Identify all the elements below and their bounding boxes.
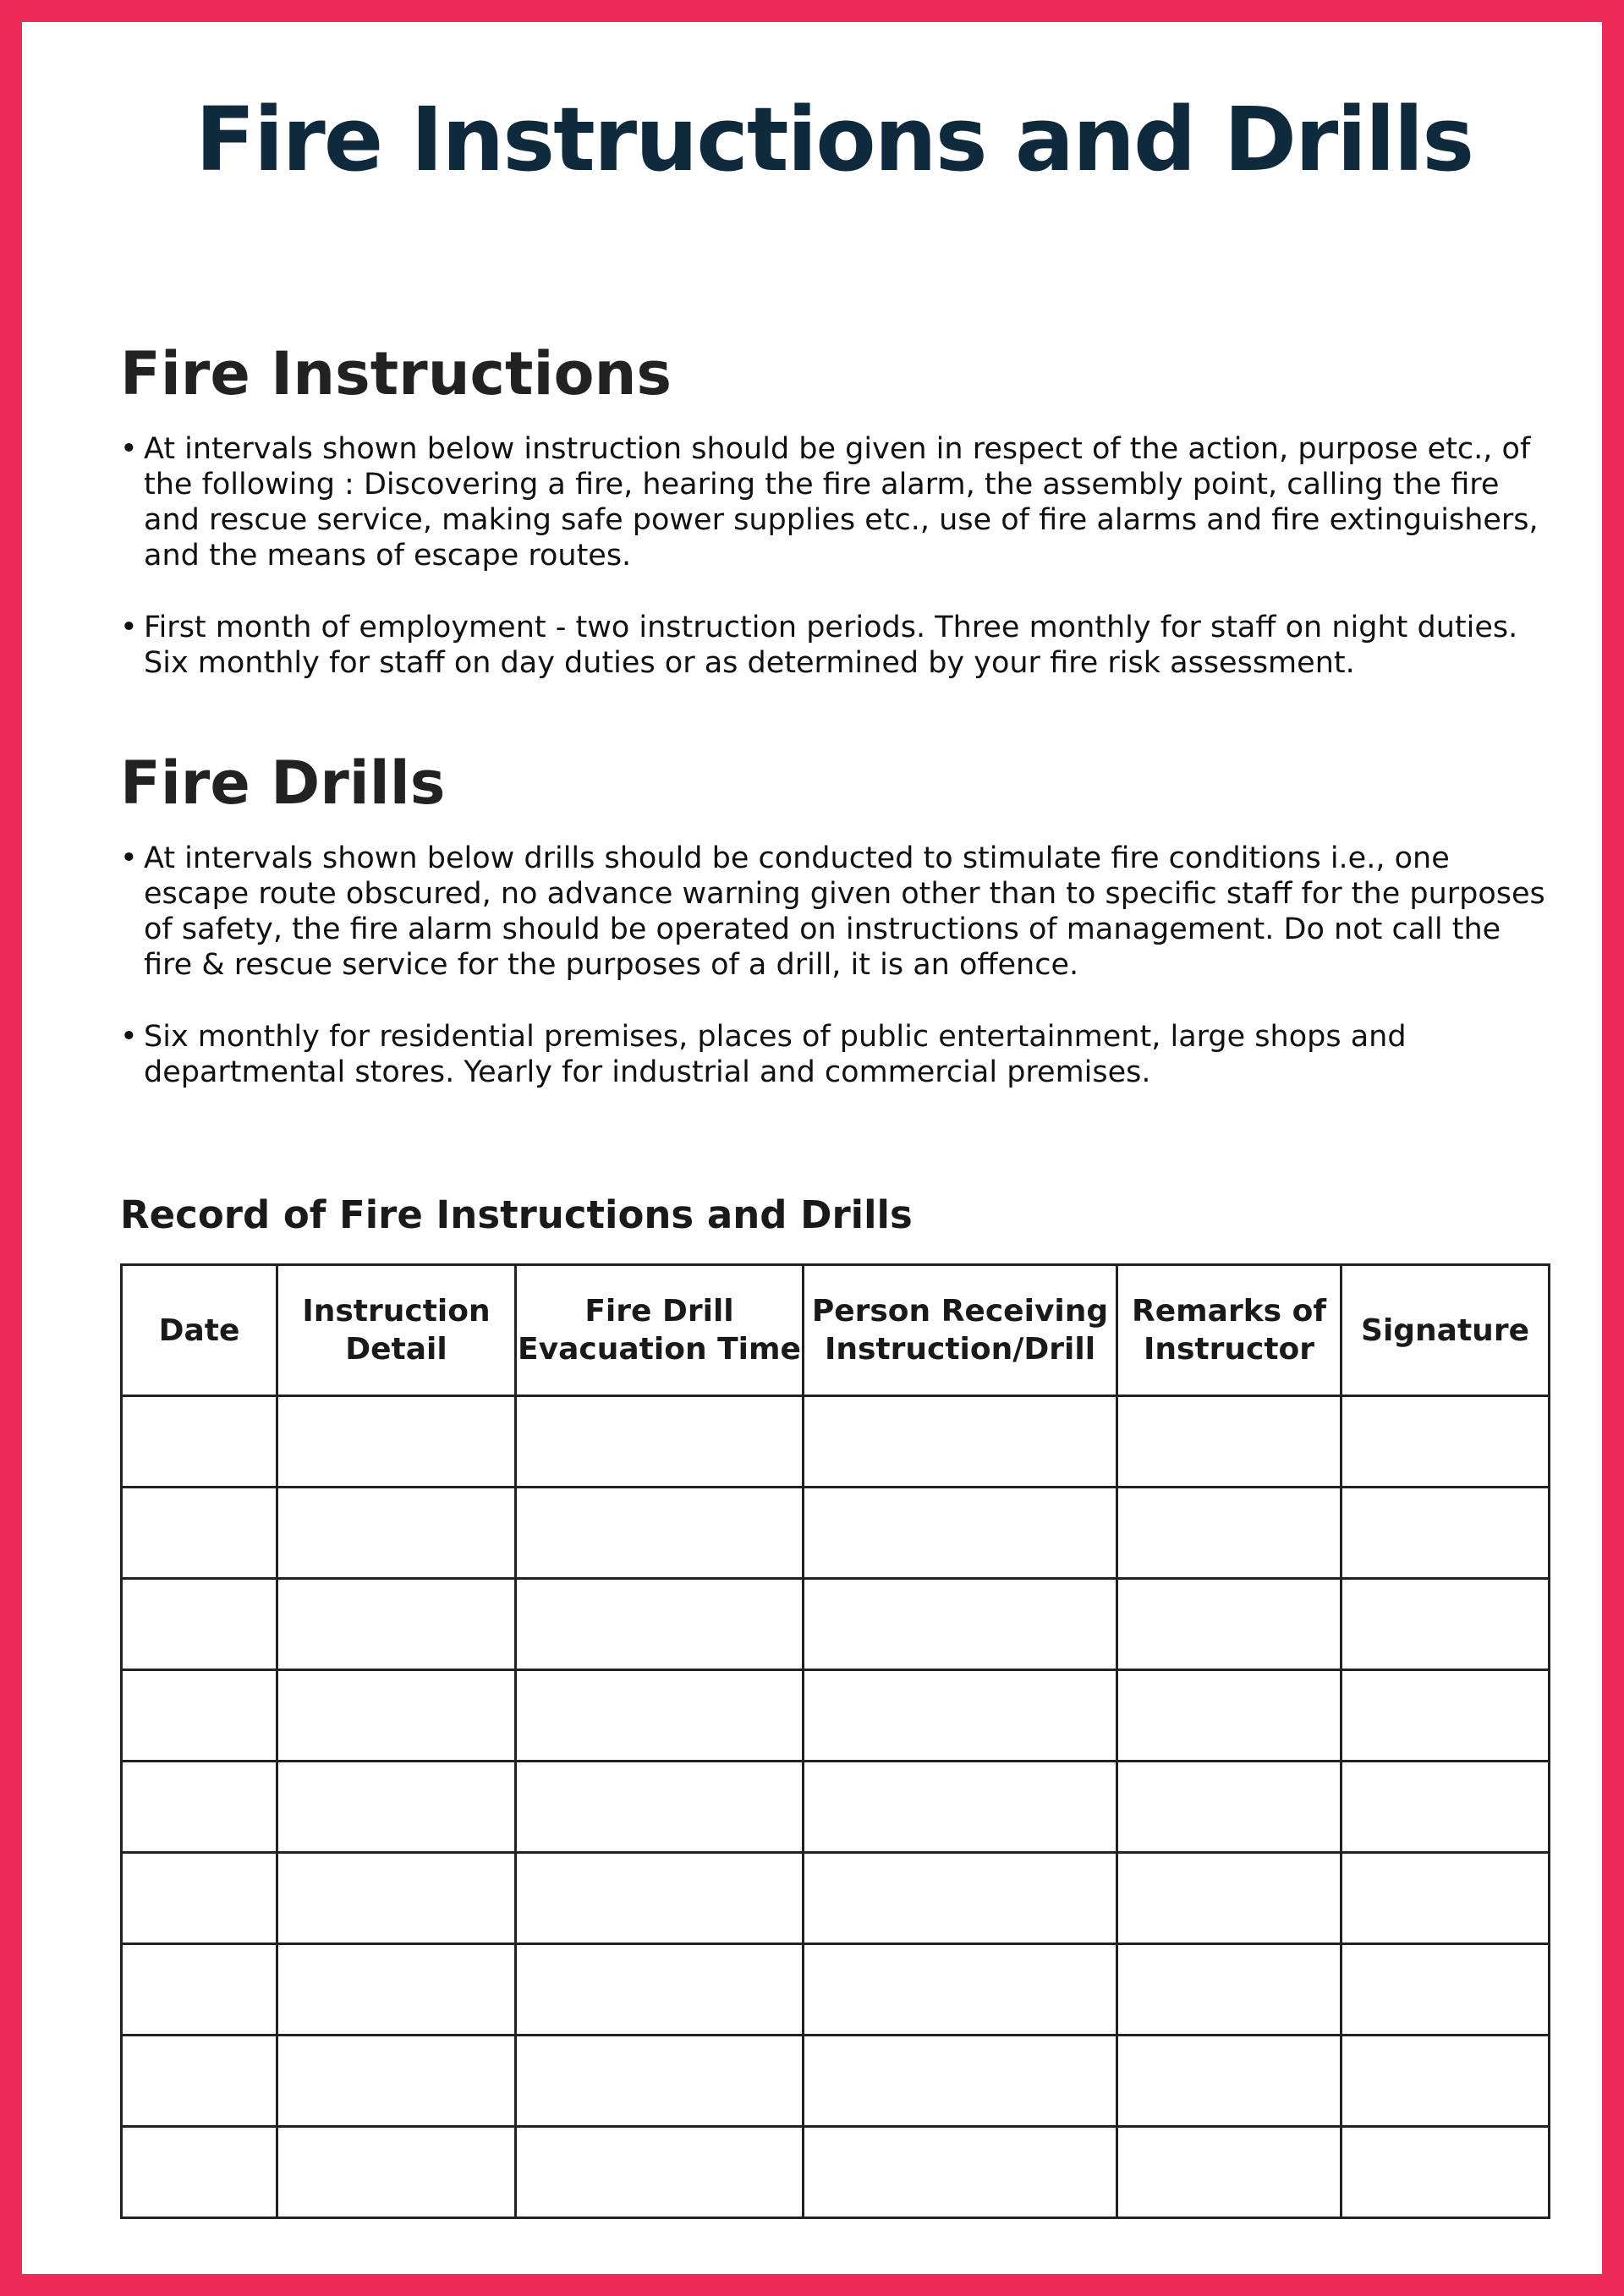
- table-cell[interactable]: [1117, 1579, 1341, 1670]
- column-header-remarks: Remarks of Instructor: [1117, 1265, 1341, 1396]
- table-cell[interactable]: [1341, 1853, 1550, 1944]
- instructions-bullet-2: • First month of employment - two instruction periods. Three monthly for staff on night duties. Six monthly for staff on day duties or as determined by your fire risk assessment.: [120, 610, 1558, 681]
- table-cell[interactable]: [516, 2127, 804, 2218]
- table-cell[interactable]: [516, 1579, 804, 1670]
- table-cell[interactable]: [804, 1670, 1117, 1762]
- table-cell[interactable]: [516, 1853, 804, 1944]
- table-cell[interactable]: [1117, 1762, 1341, 1853]
- record-table: [120, 1263, 1550, 2219]
- column-header-date: Date: [122, 1265, 277, 1396]
- table-cell[interactable]: [277, 1579, 516, 1670]
- table-cell[interactable]: [804, 1579, 1117, 1670]
- fire-drills-heading: Fire Drills: [120, 748, 446, 818]
- table-cell[interactable]: [516, 1944, 804, 2036]
- table-row: [122, 1396, 1550, 1488]
- record-header-row: [122, 1265, 1550, 1396]
- table-cell[interactable]: [516, 1762, 804, 1853]
- table-cell[interactable]: [277, 1488, 516, 1579]
- table-cell[interactable]: [1341, 1396, 1550, 1488]
- table-row: [122, 1944, 1550, 2036]
- table-row: [122, 1762, 1550, 1853]
- table-cell[interactable]: [1341, 1488, 1550, 1579]
- drills-bullet-1: • At intervals shown below drills should be conducted to stimulate fire conditions i.e., one escape route obscured, no advance warning given other than to specific staff for the purposes of safety, the fire alarm should be operated on instructions of management. Do not call the fire & rescue service for the purposes of a drill, it is an offence.: [120, 841, 1558, 983]
- table-cell[interactable]: [804, 1762, 1117, 1853]
- column-header-person-receiving: Person Receiving Instruction/Drill: [804, 1265, 1117, 1396]
- table-cell[interactable]: [1341, 1670, 1550, 1762]
- column-header-evacuation-time: Fire Drill Evacuation Time: [516, 1265, 804, 1396]
- table-cell[interactable]: [122, 1396, 277, 1488]
- table-row: [122, 1853, 1550, 1944]
- table-cell[interactable]: [122, 2036, 277, 2127]
- table-cell[interactable]: [1117, 1488, 1341, 1579]
- table-cell[interactable]: [1117, 1853, 1341, 1944]
- drills-bullet-2: • Six monthly for residential premises, places of public entertainment, large shops and departmental stores. Yearly for industrial and commercial premises.: [120, 1019, 1558, 1090]
- record-title: Record of Fire Instructions and Drills: [120, 1192, 913, 1237]
- table-cell[interactable]: [804, 1396, 1117, 1488]
- table-cell[interactable]: [804, 1488, 1117, 1579]
- table-cell[interactable]: [804, 2127, 1117, 2218]
- table-cell[interactable]: [516, 1670, 804, 1762]
- table-cell[interactable]: [277, 1853, 516, 1944]
- table-cell[interactable]: [1341, 2127, 1550, 2218]
- table-cell[interactable]: [277, 2036, 516, 2127]
- table-row: [122, 1670, 1550, 1762]
- table-cell[interactable]: [516, 1488, 804, 1579]
- table-cell[interactable]: [277, 1944, 516, 2036]
- table-row: [122, 1488, 1550, 1579]
- table-cell[interactable]: [1341, 2036, 1550, 2127]
- table-cell[interactable]: [122, 1670, 277, 1762]
- table-cell[interactable]: [277, 1670, 516, 1762]
- table-cell[interactable]: [277, 1762, 516, 1853]
- table-cell[interactable]: [122, 1853, 277, 1944]
- table-cell[interactable]: [516, 1396, 804, 1488]
- table-cell[interactable]: [1341, 1579, 1550, 1670]
- column-header-instruction-detail: Instruction Detail: [277, 1265, 516, 1396]
- table-cell[interactable]: [277, 1396, 516, 1488]
- table-cell[interactable]: [122, 2127, 277, 2218]
- fire-instructions-heading: Fire Instructions: [120, 339, 672, 408]
- table-row: [122, 2036, 1550, 2127]
- table-cell[interactable]: [1117, 1396, 1341, 1488]
- table-cell[interactable]: [1341, 1762, 1550, 1853]
- column-header-signature: Signature: [1341, 1265, 1550, 1396]
- table-cell[interactable]: [122, 1762, 277, 1853]
- page-title: Fire Instructions and Drills: [195, 88, 1473, 191]
- table-cell[interactable]: [122, 1579, 277, 1670]
- table-cell[interactable]: [1117, 1670, 1341, 1762]
- record-body: [122, 1396, 1550, 2218]
- table-cell[interactable]: [122, 1944, 277, 2036]
- table-cell[interactable]: [804, 1944, 1117, 2036]
- table-cell[interactable]: [1117, 2127, 1341, 2218]
- table-cell[interactable]: [277, 2127, 516, 2218]
- table-cell[interactable]: [804, 1853, 1117, 1944]
- table-cell[interactable]: [1341, 1944, 1550, 2036]
- table-row: [122, 1579, 1550, 1670]
- table-cell[interactable]: [122, 1488, 277, 1579]
- instructions-bullet-1: • At intervals shown below instruction should be given in respect of the action, purpose etc., of the following : Discovering a fire, hearing the fire alarm, the assembly point, calling the fire and rescue service, making safe power supplies etc., use of fire alarms and fire extinguishers, and the means of escape routes.: [120, 431, 1558, 573]
- table-cell[interactable]: [804, 2036, 1117, 2127]
- table-cell[interactable]: [1117, 2036, 1341, 2127]
- table-row: [122, 2127, 1550, 2218]
- table-cell[interactable]: [516, 2036, 804, 2127]
- table-cell[interactable]: [1117, 1944, 1341, 2036]
